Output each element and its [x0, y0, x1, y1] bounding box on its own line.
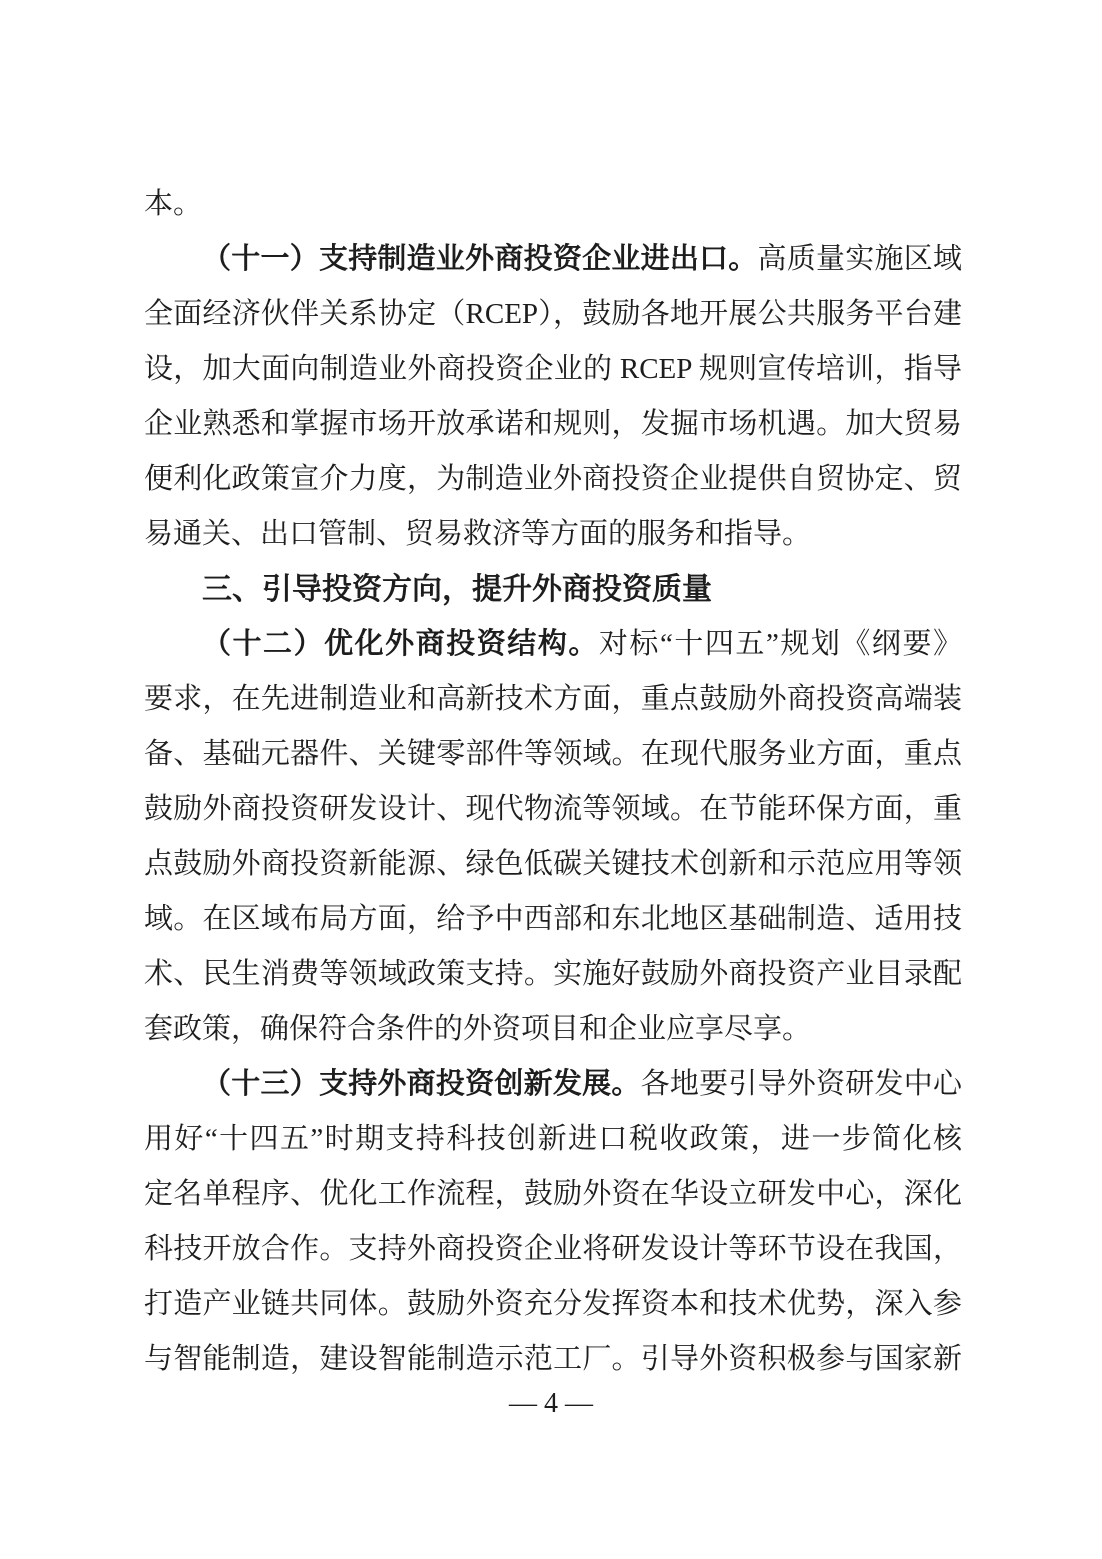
text-line: 设，加大面向制造业外商投资企业的 RCEP 规则宣传培训，指导	[144, 353, 962, 385]
text-line: 本。	[144, 188, 203, 220]
text-line: 易通关、出口管制、贸易救济等方面的服务和指导。	[144, 518, 812, 550]
page-number: — 4 —	[509, 1388, 593, 1419]
section-heading: 三、引导投资方向，提升外商投资质量	[202, 573, 712, 606]
paragraph-text: 高质量实施区域	[757, 243, 962, 275]
paragraph-line	[144, 617, 962, 672]
paragraph-lead: （十一）支持制造业外商投资企业进出口。	[202, 243, 758, 275]
paragraph-line	[144, 232, 962, 287]
text-line: 套政策，确保符合条件的外资项目和企业应享尽享。	[144, 1013, 812, 1045]
text-line: 鼓励外商投资研发设计、现代物流等领域。在节能环保方面，重	[144, 793, 962, 825]
text-line: 备、基础元器件、关键零部件等领域。在现代服务业方面，重点	[144, 738, 962, 770]
text-line: 科技开放合作。支持外商投资企业将研发设计等环节设在我国，	[144, 1233, 962, 1265]
text-line: 用好“十四五”时期支持科技创新进口税收政策，进一步简化核	[144, 1123, 962, 1155]
text-line: 企业熟悉和掌握市场开放承诺和规则，发掘市场机遇。加大贸易	[144, 408, 962, 440]
paragraph-lead: （十二）优化外商投资结构。	[202, 628, 599, 660]
text-line: 打造产业链共同体。鼓励外资充分发挥资本和技术优势，深入参	[144, 1288, 962, 1320]
text-line: 域。在区域布局方面，给予中西部和东北地区基础制造、适用技	[144, 903, 962, 935]
paragraph-text: 各地要引导外资研发中心	[640, 1068, 962, 1100]
text-line: 定名单程序、优化工作流程，鼓励外资在华设立研发中心，深化	[144, 1178, 962, 1210]
paragraph-line	[144, 1057, 962, 1112]
text-line: 要求，在先进制造业和高新技术方面，重点鼓励外商投资高端装	[144, 683, 962, 715]
paragraph-lead: （十三）支持外商投资创新发展。	[202, 1068, 641, 1100]
text-line: 点鼓励外商投资新能源、绿色低碳关键技术创新和示范应用等领	[144, 848, 962, 880]
text-line: 便利化政策宣介力度，为制造业外商投资企业提供自贸协定、贸	[144, 463, 962, 495]
text-line: 全面经济伙伴关系协定（RCEP），鼓励各地开展公共服务平台建	[144, 298, 962, 330]
document-text-block	[144, 177, 962, 1387]
text-line: 与智能制造，建设智能制造示范工厂。引导外资积极参与国家新	[144, 1343, 962, 1375]
paragraph-text: 对标“十四五”规划《纲要》	[598, 628, 962, 660]
text-line: 术、民生消费等领域政策支持。实施好鼓励外商投资产业目录配	[144, 958, 962, 990]
